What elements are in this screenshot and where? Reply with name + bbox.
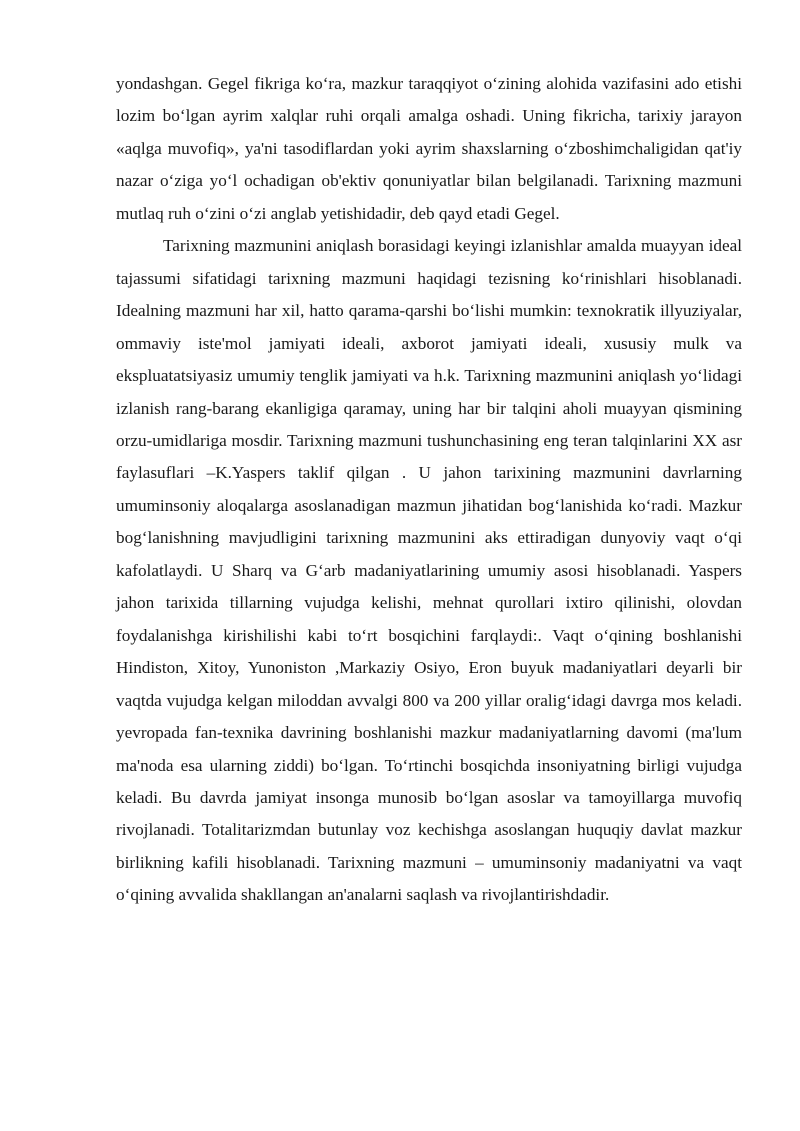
document-page — [116, 68, 742, 912]
paragraph-1: yondashgan. Gegel fikriga ko‘ra, mazkur taraqqiyot o‘zining alohida vazifasini ado etishi lozim bo‘lgan ayrim xalqlar ruhi orqali amalga oshadi. Uning fikricha, tarixiy jarayon «aqlga muvofiq», ya'ni tasodiflardan yoki ayrim shaxslarning o‘zboshimchaligidan qat'iy nazar o‘ziga yo‘l ochadigan ob'ektiv qonuniyatlar bilan belgilanadi. Tarixning mazmuni mutlaq ruh o‘zini o‘zi anglab yetishidadir, deb qayd etadi Gegel. — [116, 74, 742, 223]
paragraph-2: Tarixning mazmunini aniqlash borasidagi keyingi izlanishlar amalda muayyan ideal tajassumi sifatidagi tarixning mazmuni haqidagi tezisning ko‘rinishlari hisoblanadi. Idealning mazmuni har xil, hatto qarama-qarshi bo‘lishi mumkin: texnokratik illyuziyalar, ommaviy iste'mol jamiyati ideali, axborot jamiyati ideali, xususiy mulk va ekspluatatsiyasiz umumiy tenglik jamiyati va h.k. Tarixning mazmunini aniqlash yo‘lidagi izlanish rang-barang ekanligiga qaramay, uning har bir talqini aholi muayyan qismining orzu-umidlariga mosdir. Tarixning mazmuni tushunchasining eng teran talqinlarini XX asr faylasuflari –K.Yaspers taklif qilgan . U jahon tarixining mazmunini davrlarning umuminsoniy aloqalarga asoslanadigan mazmun jihatidan bog‘lanishida ko‘radi. Mazkur bog‘lanishning mavjudligini tarixning mazmunini aks ettiradigan dunyoviy vaqt o‘qi kafolatlaydi. U Sharq va G‘arb madaniyatlarining umumiy asosi hisoblanadi. Yaspers jahon tarixida tillarning vujudga kelishi, mehnat qurollari ixtiro qilinishi, olovdan foydalanishga kirishilishi kabi to‘rt bosqichini farqlaydi:. Vaqt o‘qining boshlanishi Hindiston, Xitoy, Yunoniston ,Markaziy Osiyo, Eron buyuk madaniyatlari deyarli bir vaqtda vujudga kelgan miloddan avvalgi 800 va 200 yillar oralig‘idagi davrga mos keladi. yevropada fan-texnika davrining boshlanishi mazkur madaniyatlarning davomi (ma'lum ma'noda esa ularning ziddi) bo‘lgan. To‘rtinchi bosqichda insoniyatning birligi vujudga keladi. Bu davrda jamiyat insonga munosib bo‘lgan asoslar va tamoyillarga muvofiq rivojlanadi. Totalitarizmdan butunlay voz kechishga asoslangan huquqiy davlat mazkur birlikning kafili hisoblanadi. Tarixning mazmuni – umuminsoniy madaniyatni va vaqt o‘qining avvalida shakllangan an'analarni saqlash va rivojlantirishdadir. — [116, 236, 742, 905]
